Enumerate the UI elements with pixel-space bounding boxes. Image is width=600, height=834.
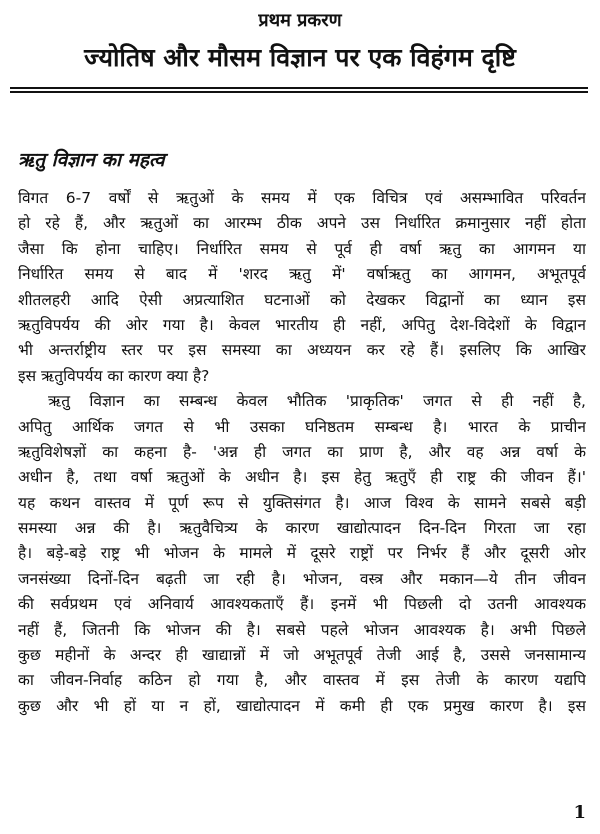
body-text [18,186,586,719]
text-line: जैसा कि होना चाहिए। निर्धारित समय से पूर्व ही वर्षा ऋतु का आगमन या [18,239,586,258]
section-heading: ऋतु विज्ञान का महत्व [18,149,165,171]
text-line: है। बड़े-बड़े राष्ट्र भी भोजन के मामले में दूसरे राष्ट्रों पर निर्भर हैं और दूसरी ओर [18,544,586,563]
text-line: का जीवन-निर्वाह कठिन हो गया है, और वास्तव में इस तेजी के कारण यद्यपि [18,671,586,690]
text-line: ऋतुविशेषज्ञों का कहना है- 'अन्न ही जगत का प्राण है, और वह अन्न वर्षा के [18,442,586,461]
text-line: कुछ और भी हों या न हों, खाद्योत्पादन में कमी ही एक प्रमुख कारण है। इस [18,696,586,715]
chapter-label: प्रथम प्रकरण [258,10,342,31]
text-line: इस ऋतुविपर्यय का कारण क्या है? [18,366,210,385]
page-number: 1 [573,802,586,823]
text-line: निर्धारित समय से बाद में 'शरद ऋतु में' वर्षाऋतु का आगमन, अभूतपूर्व [18,265,586,284]
text-line: भी अन्तर्राष्ट्रीय स्तर पर इस समस्या का अध्ययन कर रहे हैं। इसलिए कि आखिर [18,341,586,360]
text-line: समस्या अन्न की है। ऋतुवैचित्र्य के कारण खाद्योत्पादन दिन-दिन गिरता जा रहा [18,519,586,538]
text-line: अपितु आर्थिक जगत से भी उसका घनिष्ठतम सम्बन्ध है। भारत के प्राचीन [18,417,586,436]
text-line: शीतलहरी आदि ऐसी अप्रत्याशित घटनाओं को देखकर विद्वानों का ध्यान इस [18,290,586,309]
text-line: विगत 6-7 वर्षों से ऋतुओं के समय में एक विचित्र एवं असम्भावित परिवर्तन [18,189,586,207]
title-underline-top [10,87,588,89]
text-line: अधीन है, तथा वर्षा ऋतुओं के अधीन है। इस हेतु ऋतुएँ ही राष्ट्र की जीवन हैं।' [18,468,586,487]
text-line: जनसंख्या दिनों-दिन बढ़ती जा रही है। भोजन, वस्त्र और मकान—ये तीन जीवन [18,569,586,588]
text-line: यह कथन वास्तव में पूर्ण रूप से युक्तिसंगत है। आज विश्व के सामने सबसे बड़ी [18,493,586,512]
text-line: कुछ महीनों के अन्दर ही खाद्यान्नों में जो अभूतपूर्व तेजी आई है, उससे जनसामान्य [18,646,586,665]
text-line: नहीं हैं, जितनी कि भोजन की है। सबसे पहले भोजन आवश्यक है। अभी पिछले [18,620,586,639]
text-line: ऋतु विज्ञान का सम्बन्ध केवल भौतिक 'प्राकृतिक' जगत से ही नहीं है, [48,392,586,411]
text-line: की सर्वप्रथम एवं अनिवार्य आवश्यकताएँ हैं। इनमें भी पिछली दो उतनी आवश्यक [18,595,586,614]
text-line: हो रहे हैं, और ऋतुओं का आरम्भ ठीक अपने उस निर्धारित क्रमानुसार नहीं होता [18,214,586,233]
chapter-title: ज्योतिष और मौसम विज्ञान पर एक विहंगम दृष्टि [84,43,516,72]
text-line: ऋतुविपर्यय की ओर गया है। केवल भारतीय ही नहीं, अपितु देश-विदेशों के विद्वान [18,315,586,334]
title-underline-bottom [10,91,588,93]
